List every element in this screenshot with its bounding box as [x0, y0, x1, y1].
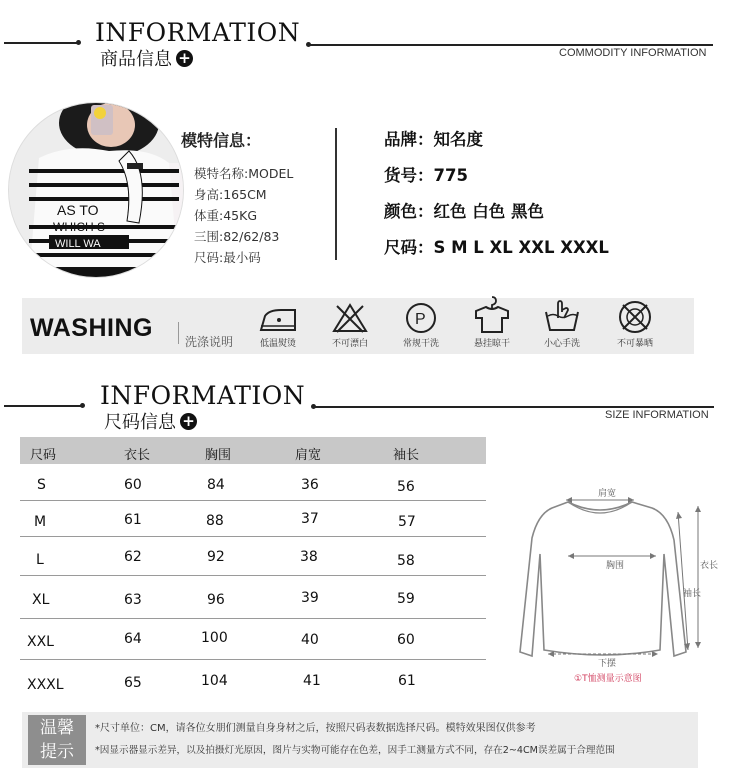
model-info-title: 模特信息： — [181, 131, 262, 150]
size-cell: XXL — [27, 634, 54, 650]
size-cell: 96 — [207, 592, 225, 608]
info-title-cn-row — [100, 45, 193, 71]
tips-text-block — [95, 718, 695, 762]
model-info-measurements: 三围:82/62/83 — [194, 229, 280, 244]
size-cell: 62 — [124, 549, 142, 565]
wash-item-no-tumble-dry — [605, 300, 665, 349]
no-tumble-dry-icon — [617, 300, 653, 334]
size-col-header-length: 衣长 — [124, 448, 151, 463]
size-cell: 100 — [201, 630, 228, 646]
info-title-cn: 商品信息 — [100, 49, 172, 70]
model-photo — [8, 102, 184, 278]
svg-text:AS TO: AS TO — [57, 202, 99, 218]
table-row-divider — [20, 500, 486, 501]
size-cell: 88 — [206, 513, 224, 529]
header-left-dot — [76, 40, 81, 45]
size-cell: XL — [32, 592, 50, 608]
size-cell: 38 — [300, 549, 318, 565]
size-title-cn-row — [104, 408, 197, 434]
size-cell: M — [34, 514, 47, 530]
hang-dry-icon — [472, 295, 512, 334]
wash-item-label: 常规干洗 — [402, 339, 439, 349]
info-title-en: INFORMATION — [95, 18, 301, 47]
table-row-divider — [20, 536, 486, 537]
wash-item-label: 小心手洗 — [543, 339, 580, 349]
size-cell: 104 — [201, 673, 228, 689]
size-cell: S — [37, 477, 46, 493]
size-col-header-size: 尺码 — [30, 448, 57, 463]
tips-line-1: *尺寸单位：CM，请各位女朋们测量自身身材之后，按照尺码表数据选择尺码。模特效果图仅供参考 — [95, 723, 536, 734]
model-info-weight: 体重:45KG — [194, 208, 258, 223]
size-cell: 39 — [301, 590, 319, 606]
wash-item-label: 悬挂晾干 — [473, 339, 510, 349]
wash-item-dry-clean — [391, 302, 451, 349]
size-col-header-chest: 胸围 — [205, 448, 232, 463]
size-cell: 36 — [301, 477, 319, 493]
tips-line-2: *因显示器显示差异，以及拍摄灯光原因，图片与实物可能存在色差，因手工测量方式不同，存在2~4CM误差属于合理范围 — [95, 745, 615, 756]
tips-title-line1: 温馨 — [40, 718, 74, 738]
model-info-height: 身高:165CM — [194, 187, 267, 202]
product-sizes: 尺码：S M L XL XXL XXXL — [384, 238, 609, 257]
wash-item-label: 不可漂白 — [331, 339, 368, 349]
low-temp-iron-icon — [257, 302, 299, 334]
size-col-header-sleeve: 袖长 — [393, 448, 420, 463]
wash-item-low-temp-iron — [248, 302, 308, 349]
svg-text:WILL WA: WILL WA — [55, 238, 101, 250]
wash-item-hang-dry — [462, 295, 522, 349]
size-cell: 58 — [397, 553, 415, 569]
size-cell: 63 — [124, 592, 142, 608]
product-info-list — [384, 122, 609, 266]
commodity-information-label: COMMODITY INFORMATION — [559, 47, 707, 59]
size-cell: 37 — [301, 511, 319, 527]
size-header-right-line — [314, 406, 714, 408]
diagram-shoulder-label: 肩宽 — [598, 489, 617, 499]
size-header-left-line — [4, 405, 82, 407]
model-info-list — [194, 163, 293, 268]
size-cell: 92 — [207, 549, 225, 565]
size-title-en: INFORMATION — [100, 381, 306, 410]
diagram-chest-label: 胸围 — [606, 561, 625, 571]
tips-title-box — [28, 715, 86, 765]
diagram-sleeve-label: 袖长 — [683, 589, 702, 599]
size-cell: 41 — [303, 673, 321, 689]
size-col-header-shoulder: 肩宽 — [295, 448, 322, 463]
size-cell: 65 — [124, 675, 142, 691]
size-title-cn: 尺码信息 — [104, 412, 176, 433]
plus-circle-icon: + — [180, 413, 197, 430]
size-cell: 60 — [124, 477, 142, 493]
table-row-divider — [20, 575, 486, 576]
dry-clean-p-icon — [403, 302, 439, 334]
product-item-number: 货号：775 — [384, 166, 468, 185]
svg-text:P: P — [415, 311, 426, 328]
size-cell: 56 — [397, 479, 415, 495]
no-bleach-icon — [331, 302, 369, 334]
diagram-caption: ①T恤测量示意图 — [574, 674, 642, 684]
info-divider — [335, 128, 337, 260]
table-row-divider — [20, 659, 486, 660]
diagram-hem-label: 下摆 — [598, 659, 617, 669]
product-colors: 颜色：红色 白色 黑色 — [384, 202, 544, 221]
size-cell: 57 — [398, 514, 416, 530]
size-cell: 84 — [207, 477, 225, 493]
washing-subtitle-divider — [178, 322, 179, 344]
size-cell: 64 — [124, 631, 142, 647]
washing-subtitle: 洗涤说明 — [185, 335, 234, 349]
wash-item-hand-wash — [532, 298, 592, 349]
size-cell: 60 — [397, 632, 415, 648]
table-row-divider — [20, 618, 486, 619]
model-info-size: 尺码:最小码 — [194, 250, 261, 265]
model-photo-illustration — [9, 103, 184, 278]
tshirt-outline — [520, 502, 686, 656]
header-left-line — [4, 42, 78, 44]
svg-text:WHICH S: WHICH S — [53, 220, 105, 234]
diagram-length-label: 衣长 — [700, 561, 719, 571]
size-cell: 61 — [124, 512, 142, 528]
size-header-left-dot — [80, 403, 85, 408]
size-cell: L — [36, 552, 44, 568]
size-cell: 40 — [301, 632, 319, 648]
wash-item-label: 不可暴晒 — [616, 339, 653, 349]
plus-circle-icon: + — [176, 50, 193, 67]
wash-item-no-bleach — [320, 302, 380, 349]
tshirt-measurement-diagram — [518, 480, 718, 690]
size-information-label: SIZE INFORMATION — [605, 409, 709, 421]
size-cell: XXXL — [27, 677, 64, 693]
size-cell: 59 — [397, 591, 415, 607]
washing-title: WASHING — [30, 314, 153, 342]
header-right-line — [309, 44, 713, 46]
model-info-name: 模特名称:MODEL — [194, 166, 294, 181]
wash-item-label: 低温熨烫 — [259, 339, 296, 349]
tips-title-line2: 提示 — [40, 742, 74, 762]
product-brand: 品牌：知名度 — [384, 130, 483, 149]
size-cell: 61 — [398, 673, 416, 689]
hand-wash-icon — [542, 298, 582, 334]
